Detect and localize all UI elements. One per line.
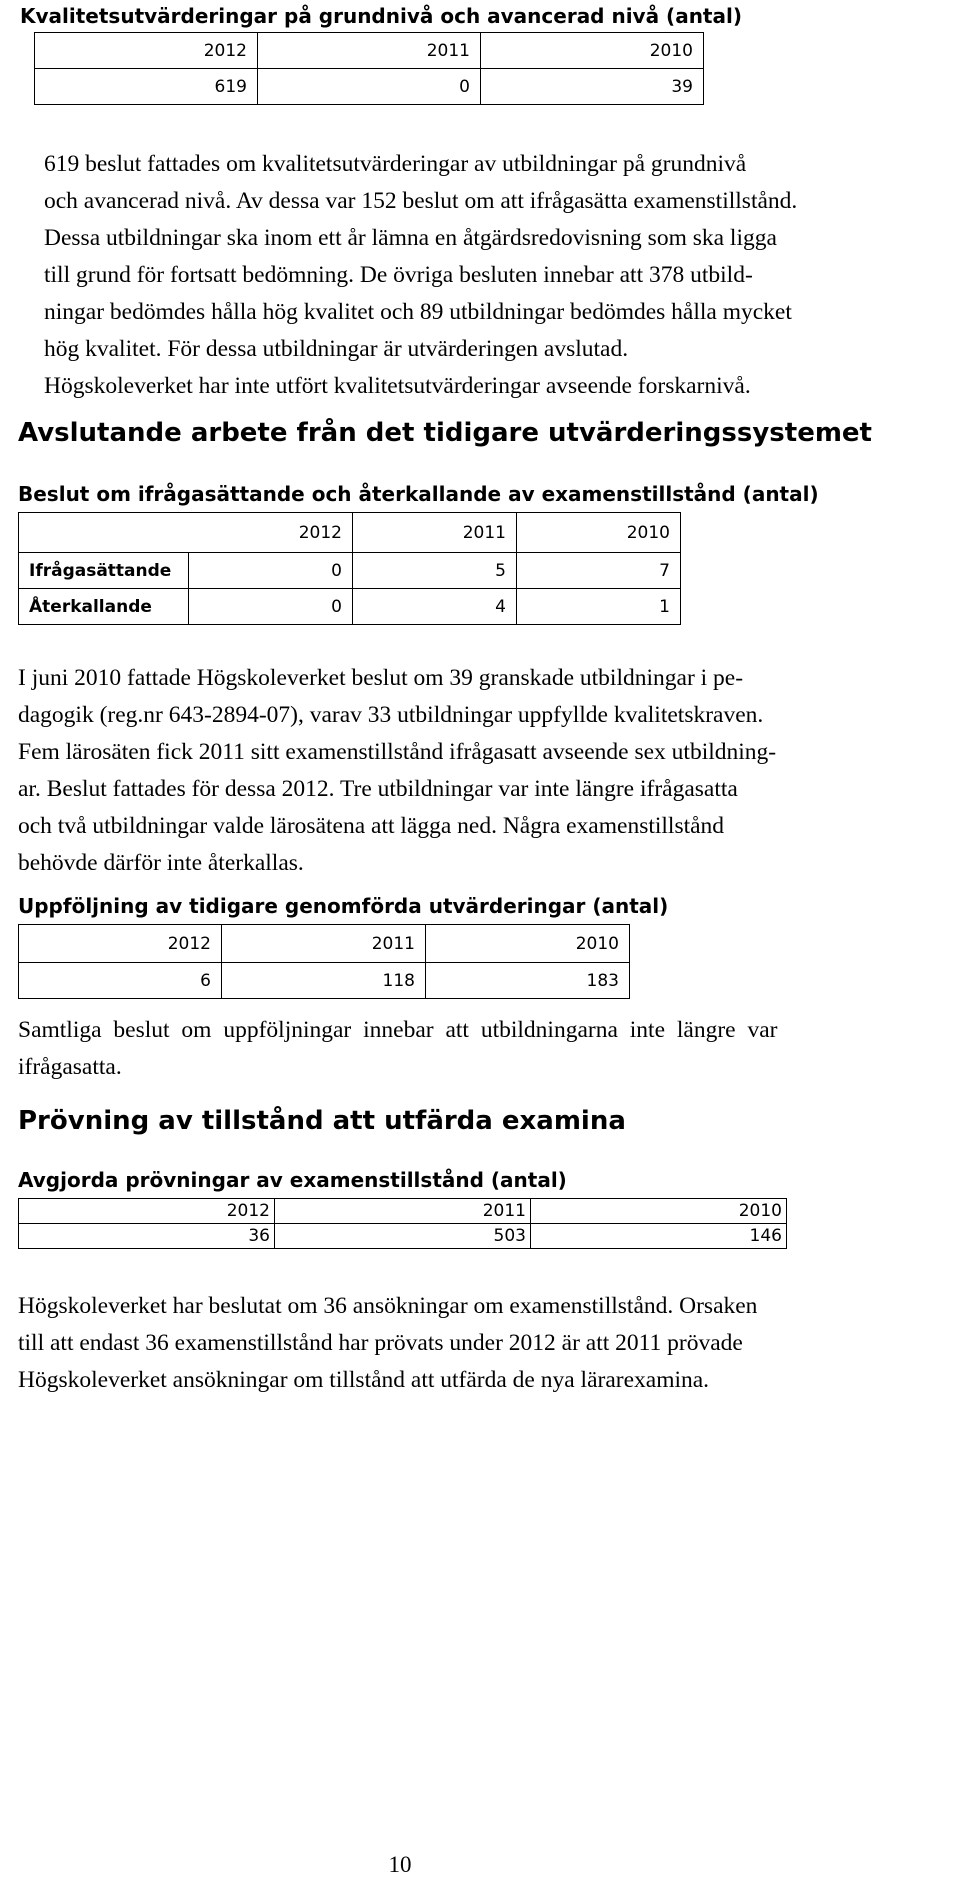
- paragraph-line: dagogik (reg.nr 643-2894-07), varav 33 utbildningar uppfyllde kvalitetskraven.: [18, 702, 764, 728]
- table-beslut: [18, 512, 681, 625]
- year-cell: 2012: [35, 33, 258, 69]
- paragraph-line: Samtliga beslut om uppföljningar innebar att utbildningarna inte längre var: [18, 1017, 778, 1043]
- table-header-row: [19, 1199, 787, 1224]
- value-cell: 39: [481, 69, 704, 105]
- paragraph-line: hög kvalitet. För dessa utbildningar är utvärderingen avslutad.: [44, 336, 629, 362]
- value-cell: 146: [531, 1224, 787, 1249]
- year-cell: 2011: [258, 33, 481, 69]
- paragraph-line: till att endast 36 examenstillstånd har prövats under 2012 är att 2011 prövade: [18, 1330, 743, 1356]
- year-cell: 2012: [19, 925, 222, 963]
- table-title-uppfoljning: Uppföljning av tidigare genomförda utvärderingar (antal): [18, 894, 669, 918]
- year-cell: 2010: [481, 33, 704, 69]
- row-label: Ifrågasättande: [19, 553, 189, 589]
- table-kvalitetsutvarderingar: [34, 32, 704, 105]
- paragraph-line: till grund för fortsatt bedömning. De övriga besluten innebar att 378 utbild-: [44, 262, 753, 288]
- table-row: [35, 69, 704, 105]
- value-cell: 503: [275, 1224, 531, 1249]
- table-uppfoljning: [18, 924, 630, 999]
- paragraph-line: Högskoleverket har inte utfört kvalitetsutvärderingar avseende forskarnivå.: [44, 373, 751, 399]
- paragraph-line: I juni 2010 fattade Högskoleverket beslut om 39 granskade utbildningar i pe-: [18, 665, 744, 691]
- table-header-row: [35, 33, 704, 69]
- paragraph-avslutande-arbete: [18, 660, 784, 882]
- table-row: [19, 1224, 787, 1249]
- paragraph-uppfoljning: [18, 1012, 784, 1086]
- table-avgjorda-provningar: [18, 1198, 787, 1249]
- value-cell: 6: [19, 963, 222, 999]
- paragraph-line: Fem lärosäten fick 2011 sitt examenstillstånd ifrågasatt avseende sex utbildning-: [18, 739, 777, 765]
- paragraph-line: och två utbildningar valde lärosätena att lägga ned. Några examenstillstånd: [18, 813, 725, 839]
- paragraph-line: behövde därför inte återkallas.: [18, 850, 304, 876]
- paragraph-line: ningar bedömdes hålla hög kvalitet och 89 utbildningar bedömdes hålla mycket: [44, 299, 792, 325]
- value-cell: 0: [258, 69, 481, 105]
- value-cell: 36: [19, 1224, 275, 1249]
- paragraph-provning: [18, 1288, 784, 1399]
- value-cell: 1: [517, 589, 681, 625]
- row-label: Återkallande: [19, 589, 189, 625]
- table-title-avgjorda-provningar: Avgjorda prövningar av examenstillstånd (antal): [18, 1168, 567, 1192]
- table-row: [19, 553, 681, 589]
- year-cell: 2010: [517, 513, 681, 553]
- value-cell: 5: [353, 553, 517, 589]
- value-cell: 0: [189, 553, 353, 589]
- year-cell: 2012: [189, 513, 353, 553]
- paragraph-line: ifrågasatta.: [18, 1054, 122, 1080]
- value-cell: 619: [35, 69, 258, 105]
- table-title-kvalitetsutvarderingar: Kvalitetsutvärderingar på grundnivå och avancerad nivå (antal): [20, 4, 742, 28]
- table-title-beslut: Beslut om ifrågasättande och återkallande av examenstillstånd (antal): [18, 482, 819, 506]
- table-row: [19, 963, 630, 999]
- paragraph-line: och avancerad nivå. Av dessa var 152 beslut om att ifrågasätta examenstillstånd.: [44, 188, 798, 214]
- section-heading-avslutande-arbete: Avslutande arbete från det tidigare utvärderingssystemet: [18, 418, 872, 448]
- value-cell: 183: [426, 963, 630, 999]
- year-cell: 2011: [222, 925, 426, 963]
- year-cell: 2010: [531, 1199, 787, 1224]
- paragraph-line: 619 beslut fattades om kvalitetsutvärderingar av utbildningar på grundnivå: [44, 151, 747, 177]
- paragraph-kvalitetsutvarderingar: [44, 146, 798, 405]
- paragraph-line: Högskoleverket ansökningar om tillstånd att utfärda de nya lärarexamina.: [18, 1367, 710, 1393]
- year-cell: 2011: [353, 513, 517, 553]
- value-cell: 118: [222, 963, 426, 999]
- value-cell: 4: [353, 589, 517, 625]
- table-header-row: [19, 513, 681, 553]
- value-cell: 7: [517, 553, 681, 589]
- paragraph-line: Högskoleverket har beslutat om 36 ansökningar om examenstillstånd. Orsaken: [18, 1293, 758, 1319]
- year-cell: 2011: [275, 1199, 531, 1224]
- value-cell: 0: [189, 589, 353, 625]
- paragraph-line: ar. Beslut fattades för dessa 2012. Tre utbildningar var inte längre ifrågasatta: [18, 776, 738, 802]
- table-row: [19, 589, 681, 625]
- table-header-row: [19, 925, 630, 963]
- empty-cell: [19, 513, 189, 553]
- year-cell: 2012: [19, 1199, 275, 1224]
- section-heading-provning: Prövning av tillstånd att utfärda examina: [18, 1106, 626, 1136]
- page-number: 10: [388, 1852, 412, 1877]
- paragraph-line: Dessa utbildningar ska inom ett år lämna en åtgärdsredovisning som ska ligga: [44, 225, 777, 251]
- year-cell: 2010: [426, 925, 630, 963]
